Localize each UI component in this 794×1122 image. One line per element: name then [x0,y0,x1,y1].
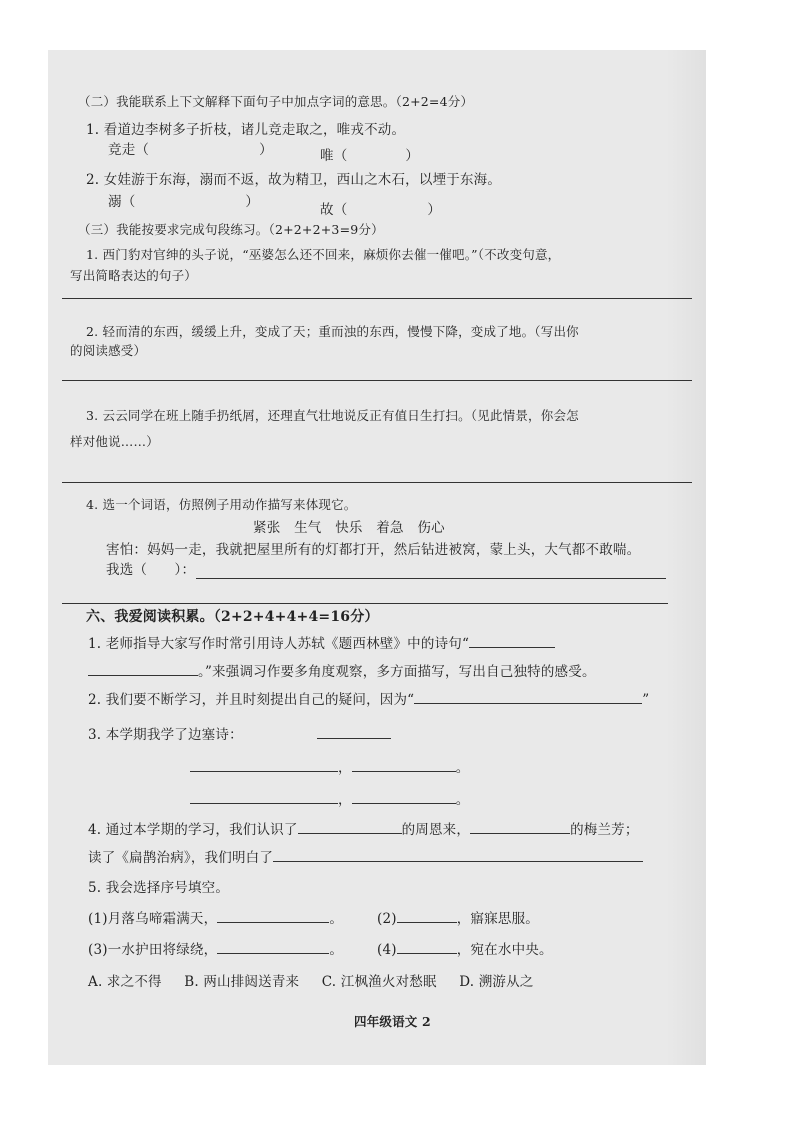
fill-blank[interactable] [414,689,642,704]
answer-line[interactable] [62,380,692,381]
sec2-q1-blank-a: 竞走（ ） [108,142,273,158]
sec3-q3-line2: 样对他说……） [70,434,159,449]
fill-blank[interactable] [317,724,391,739]
fill-blank[interactable] [217,939,329,954]
sec6-question-2: 2. 我们要不断学习，并且时刻提出自己的疑问，因为“ ” [88,688,649,708]
fill-blank[interactable] [273,847,643,862]
sec2-q1-blank-b: 唯（ ） [320,148,420,164]
sec6-question-3: 3. 本学期我学了边塞诗： [88,723,391,743]
sec6-question-4: 4. 通过本学期的学习，我们认识了 的周恩来， 的梅兰芳； [88,818,639,838]
sec3-q3-line1: 3. 云云同学在班上随手扔纸屑，还理直气壮地说反正有值日生打扫。（见此情景，你会怎 [86,408,579,423]
section-2-title: （二）我能联系上下文解释下面句子中加点字词的意思。（2+2=4分） [78,94,474,109]
fill-blank[interactable] [352,789,456,804]
sec3-q2-line2: 的阅读感受） [70,343,147,358]
sec2-question-1: 1. 看道边李树多子折枝，诸儿竞走取之，唯戎不动。 [86,122,406,138]
sec2-q2-blank-b: 故（ ） [320,202,442,218]
answer-line[interactable] [196,578,666,579]
fill-blank[interactable] [352,757,456,772]
scanned-page [48,50,706,1065]
section-6-title: 六、我爱阅读积累。（2+2+4+4+4=16分） [86,609,379,625]
sec6-question-5: 5. 我会选择序号填空。 [88,880,230,896]
section-3-title: （三）我能按要求完成句段练习。（2+2+2+3=9分） [78,222,384,237]
sec3-q4-word-list: 紧张 生气 快乐 着急 伤心 [253,520,445,536]
page-footer: 四年级语文 2 [354,1014,431,1029]
sec3-q4-example: 害怕：妈妈一走，我就把屋里所有的灯都打开，然后钻进被窝，蒙上头，大气都不敢喘。 [106,542,641,558]
bleed-through-strip [666,50,706,1065]
sec2-question-2: 2. 女娃游于东海，溺而不返，故为精卫，西山之木石，以堙于东海。 [86,172,502,188]
option-a: A. 求之不得 [88,974,162,990]
fill-blank[interactable] [88,661,198,676]
fill-blank[interactable] [470,819,570,834]
option-b: B. 两山排闼送青来 [184,974,300,990]
answer-line[interactable] [62,603,668,604]
sec3-q2-line1: 2. 轻而清的东西，缓缓上升，变成了天；重而浊的东西，慢慢下降，变成了地。（写出你 [86,324,579,339]
sec3-question-4: 4. 选一个词语，仿照例子用动作描写来体现它。 [86,497,357,512]
sec6-q5-row1: (1)月落乌啼霜满天， 。 (2) ，寤寐思服。 [88,907,539,927]
fill-blank[interactable] [397,939,457,954]
sec3-q1-line1: 1. 西门豹对官绅的头子说，“巫婆怎么还不回来，麻烦你去催一催吧。”（不改变句意， [86,247,561,262]
fill-blank[interactable] [190,789,338,804]
sec6-q4-line2: 读了《扁鹊治病》，我们明白了 [88,846,643,866]
option-c: C. 江枫渔火对愁眠 [321,974,437,990]
sec6-q1-line1: 1. 老师指导大家写作时常引用诗人苏轼《题西林壁》中的诗句“ [88,632,555,652]
sec3-q1-line2: 写出简略表达的句子） [70,268,198,283]
answer-line[interactable] [62,482,692,483]
answer-line[interactable] [62,298,692,299]
fill-blank[interactable] [298,819,402,834]
option-d: D. 溯游从之 [459,974,534,990]
sec6-q3-verse-line2: ， 。 [190,788,469,808]
sec2-q2-blank-a: 溺（ ） [108,194,260,210]
sec3-q4-choose-label: 我选（ ）： [106,562,196,578]
fill-blank[interactable] [217,908,329,923]
fill-blank[interactable] [397,908,457,923]
fill-blank[interactable] [469,633,555,648]
sec6-q3-verse-line1: ， 。 [190,756,469,776]
sec6-q5-options [88,970,552,990]
fill-blank[interactable] [190,757,338,772]
sec6-q1-line2: 。”来强调习作要多角度观察，多方面描写，写出自己独特的感受。 [88,660,596,680]
sec6-q5-row2: (3)一水护田将绿绕， 。 (4) ，宛在水中央。 [88,938,553,958]
